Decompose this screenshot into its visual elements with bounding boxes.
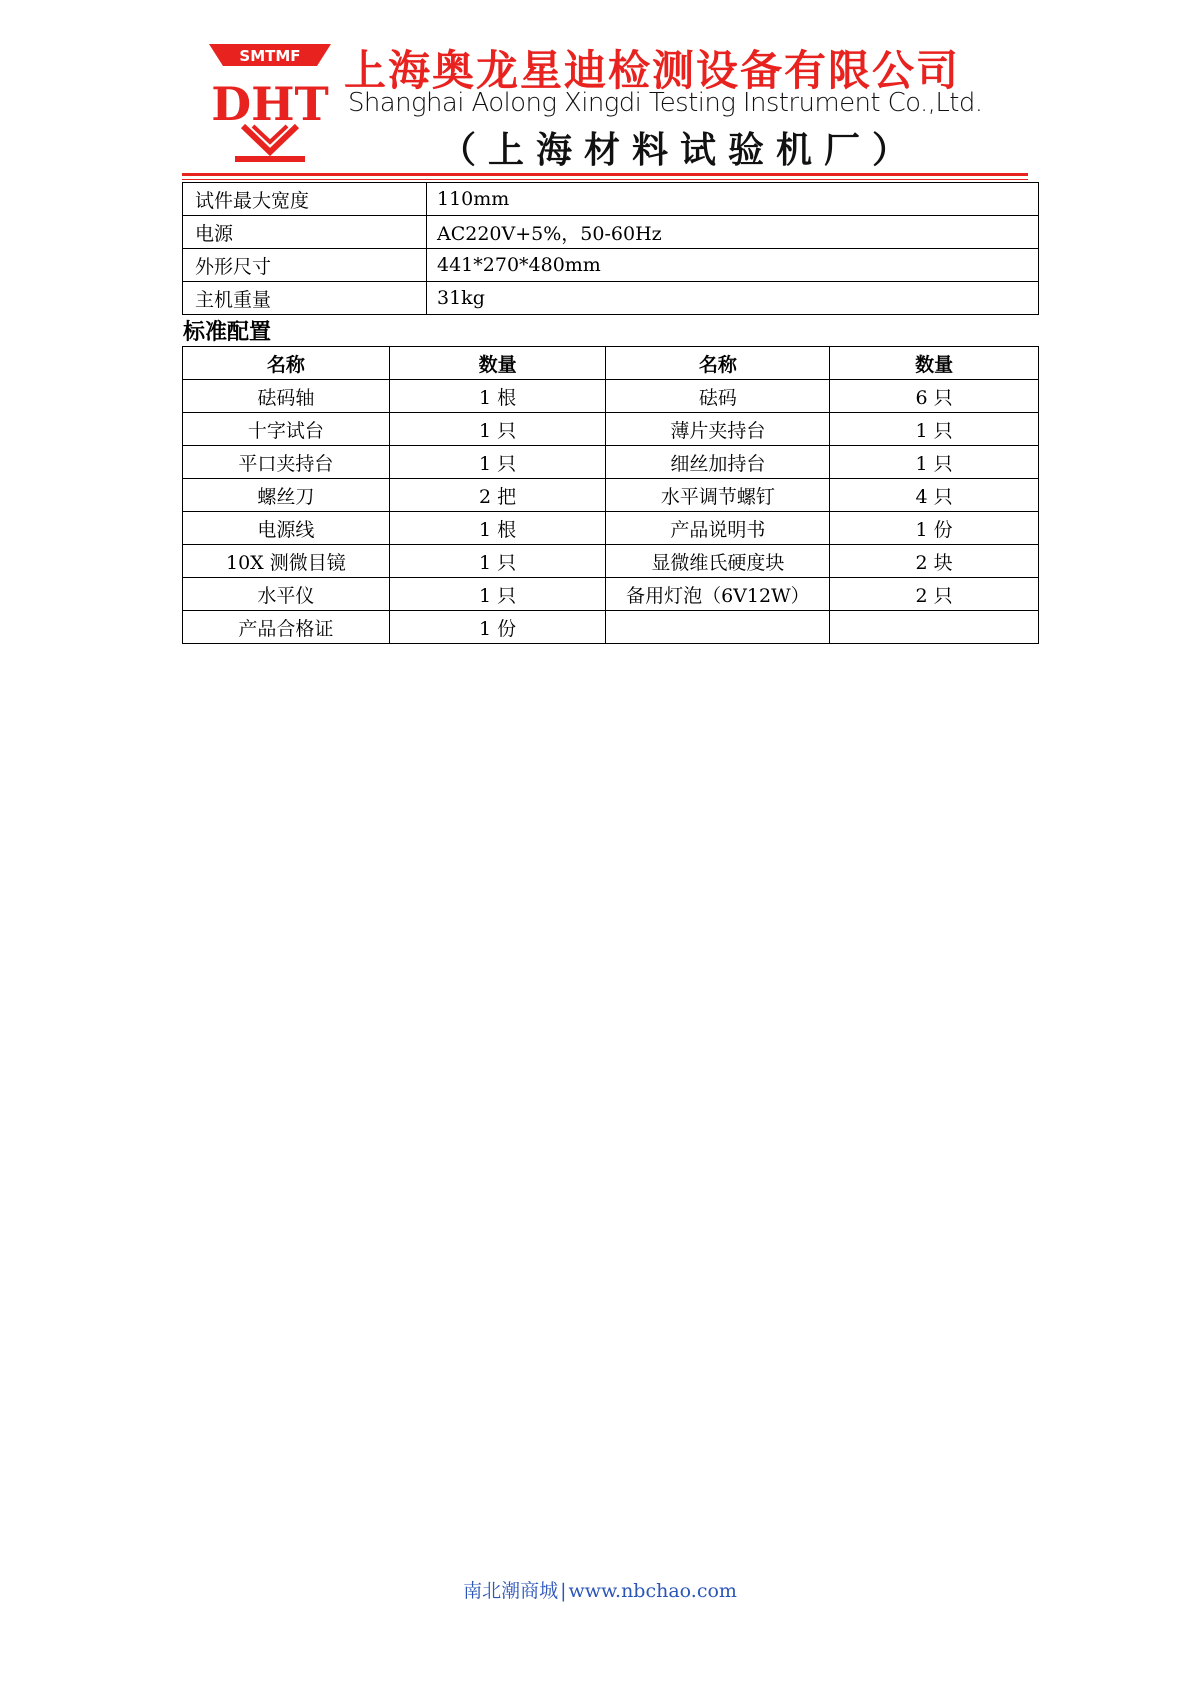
column-header: 名称 [606,347,830,380]
table-row [183,249,1039,282]
spec-label: 试件最大宽度 [183,183,427,216]
item-name [606,611,830,644]
item-quantity: 4 只 [830,479,1039,512]
spec-value: 110mm [427,183,1039,216]
spec-label: 外形尺寸 [183,249,427,282]
item-name: 水平仪 [183,578,390,611]
item-name: 产品说明书 [606,512,830,545]
table-row [183,479,1039,512]
item-quantity: 1 只 [830,413,1039,446]
header-divider [182,173,1028,176]
footer [0,1576,1200,1603]
company-logo [205,40,335,170]
item-name: 砝码 [606,380,830,413]
company-name-en: Shanghai Aolong Xingdi Testing Instrument Co.,Ltd. [348,88,983,118]
company-subtitle: （上海材料试验机厂） [440,129,921,171]
column-header: 数量 [830,347,1039,380]
spec-label: 电源 [183,216,427,249]
item-quantity: 1 只 [830,446,1039,479]
item-quantity: 1 只 [389,578,606,611]
column-header: 数量 [389,347,606,380]
item-quantity: 2 只 [830,578,1039,611]
footer-separator: | [560,1580,567,1602]
logo-main-text: DHT [211,77,329,131]
item-name: 平口夹持台 [183,446,390,479]
logo-top-text: SMTMF [239,47,301,65]
item-name: 水平调节螺钉 [606,479,830,512]
table-row [183,446,1039,479]
company-name-cn: 上海奥龙星迪检测设备有限公司 [344,46,961,95]
table-row [183,611,1039,644]
item-name: 10X 测微目镜 [183,545,390,578]
item-quantity: 2 把 [389,479,606,512]
item-quantity: 2 块 [830,545,1039,578]
item-name: 显微维氏硬度块 [606,545,830,578]
table-row [183,216,1039,249]
spec-label: 主机重量 [183,282,427,315]
table-row [183,380,1039,413]
item-quantity: 1 份 [389,611,606,644]
table-row [183,578,1039,611]
item-quantity: 1 只 [389,446,606,479]
header-divider-thin [182,179,1028,180]
spec-table [182,182,1039,315]
table-row [183,512,1039,545]
item-quantity: 1 只 [389,545,606,578]
item-quantity: 1 根 [389,512,606,545]
table-header-row [183,347,1039,380]
item-quantity: 1 只 [389,413,606,446]
item-name: 产品合格证 [183,611,390,644]
spec-value: AC220V+5%，50-60Hz [427,216,1039,249]
column-header: 名称 [183,347,390,380]
spec-value: 31kg [427,282,1039,315]
table-row [183,183,1039,216]
item-name: 砝码轴 [183,380,390,413]
spec-value: 441*270*480mm [427,249,1039,282]
item-name: 螺丝刀 [183,479,390,512]
footer-site-name[interactable]: 南北潮商城 [463,1580,559,1602]
table-row [183,413,1039,446]
footer-url-link[interactable]: www.nbchao.com [568,1580,737,1602]
config-table [182,346,1039,644]
table-row [183,545,1039,578]
item-quantity: 1 根 [389,380,606,413]
section-heading: 标准配置 [183,320,272,345]
item-quantity [830,611,1039,644]
item-name: 十字试台 [183,413,390,446]
item-name: 电源线 [183,512,390,545]
item-name: 备用灯泡（6V12W） [606,578,830,611]
item-name: 薄片夹持台 [606,413,830,446]
item-quantity: 1 份 [830,512,1039,545]
item-quantity: 6 只 [830,380,1039,413]
item-name: 细丝加持台 [606,446,830,479]
table-row [183,282,1039,315]
